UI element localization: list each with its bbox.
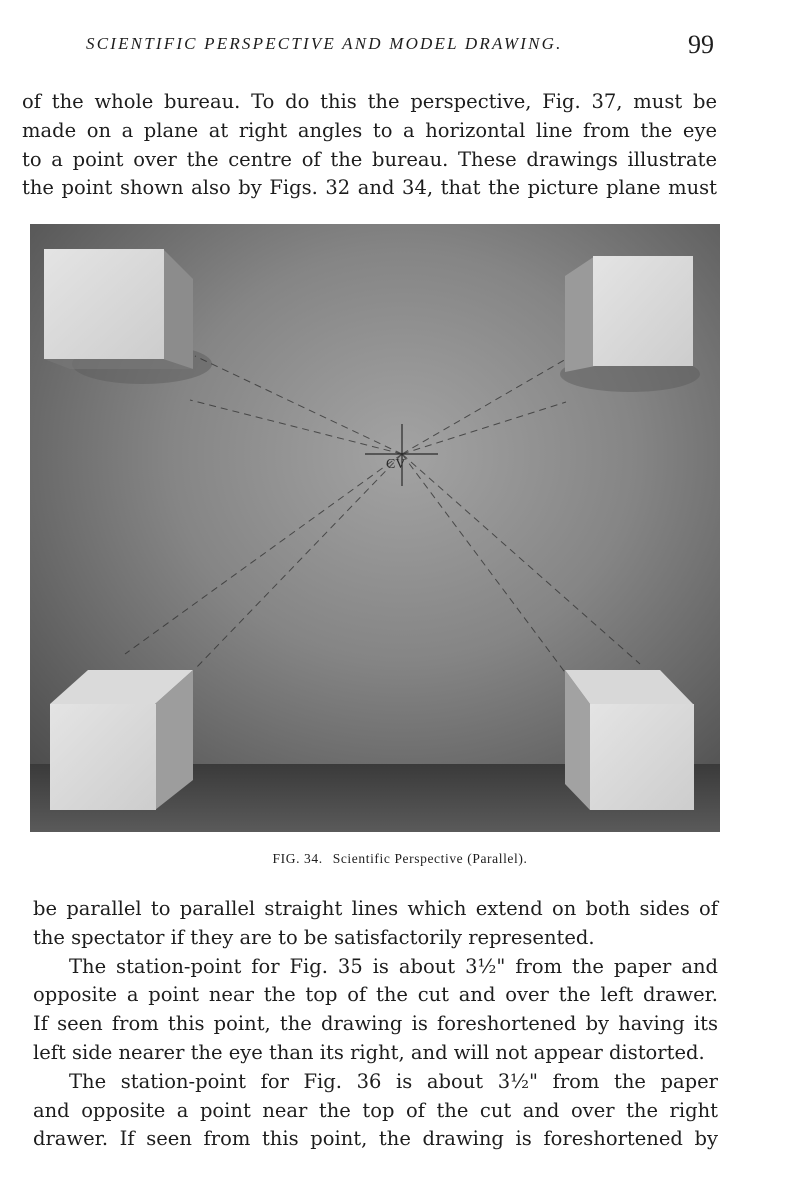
cube-bottom-left <box>50 670 193 810</box>
cube-bottom-right <box>565 670 694 810</box>
page-number: 99 <box>688 30 714 59</box>
text-line: opposite a point near the top of the cut and over the left drawer. <box>33 983 718 1007</box>
running-head <box>0 28 800 68</box>
text-line: If seen from this point, the drawing is foreshortened by having its <box>33 1012 718 1036</box>
running-title: SCIENTIFIC PERSPECTIVE AND MODEL DRAWING. <box>86 34 563 53</box>
text-line: to a point over the centre of the bureau. These drawings illustrate <box>22 147 717 171</box>
figure-illustration <box>30 224 720 832</box>
text-line: The station-point for Fig. 36 is about 3½" from the paper <box>69 1069 718 1093</box>
text-line: of the whole bureau. To do this the perspective, Fig. 37, must be <box>22 90 717 113</box>
text-line: be parallel to parallel straight lines which extend on both sides of <box>33 897 718 920</box>
cube-top-right <box>565 256 693 372</box>
text-line: left side nearer the eye than its right, and will not appear distorted. <box>33 1040 705 1064</box>
figure-number: FIG. 34. <box>272 851 323 866</box>
text-line: the point shown also by Figs. 32 and 34, that the picture plane must <box>22 176 717 200</box>
text-line: drawer. If seen from this point, the drawing is foreshortened by <box>33 1127 718 1151</box>
center-of-vision-label: CV <box>386 457 406 472</box>
figure-caption-text: Scientific Perspective (Parallel). <box>332 851 528 866</box>
paragraph-top <box>22 88 717 203</box>
figure-photo <box>30 224 720 832</box>
text-line: the spectator if they are to be satisfactorily represented. <box>33 925 595 949</box>
text-line: The station-point for Fig. 35 is about 3½" from the paper and <box>69 954 718 978</box>
paragraph-bottom <box>33 895 718 1154</box>
figure-caption <box>0 851 800 867</box>
text-line: made on a plane at right angles to a horizontal line from the eye <box>22 118 717 142</box>
cube-top-left <box>44 249 193 369</box>
text-line: and opposite a point near the top of the cut and over the right <box>33 1098 718 1122</box>
